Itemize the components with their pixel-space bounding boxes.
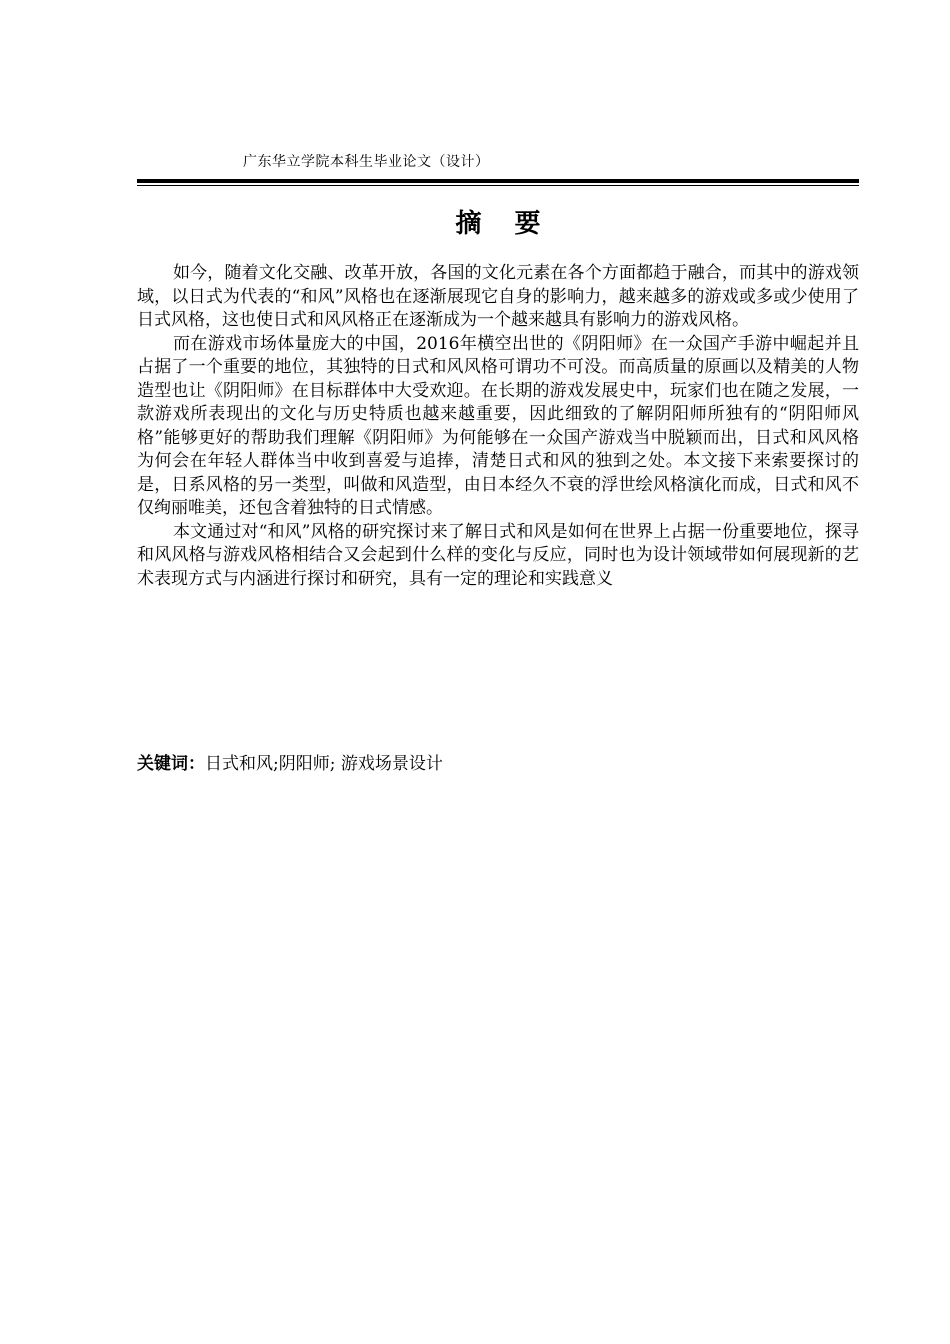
abstract-body xyxy=(137,262,859,591)
header-rule-thin xyxy=(137,185,859,186)
page-header: 广东华立学院本科生毕业论文（设计） xyxy=(243,154,490,170)
keywords-value: 日式和风;阴阳师; 游戏场景设计 xyxy=(205,754,443,774)
header-rule-thick xyxy=(137,179,859,183)
abstract-paragraph-1: 如今，随着文化交融、改革开放，各国的文化元素在各个方面都趋于融合，而其中的游戏领域，以日式为代表的“和风”风格也在逐渐展现它自身的影响力，越来越多的游戏或多或少使用了日式风格，这也使日式和风风格正在逐渐成为一个越来越具有影响力的游戏风格。 xyxy=(137,263,859,330)
keywords-label: 关键词： xyxy=(137,754,205,774)
abstract-title: 摘 要 xyxy=(455,209,553,239)
keywords-line xyxy=(137,752,443,776)
abstract-paragraph-2: 而在游戏市场体量庞大的中国，2016年横空出世的《阴阳师》在一众国产手游中崛起并且占据了一个重要的地位，其独特的日式和风风格可谓功不可没。而高质量的原画以及精美的人物造型也让《阴阳师》在目标群体中大受欢迎。在长期的游戏发展史中，玩家们也在随之发展，一款游戏所表现出的文化与历史特质也越来越重要，因此细致的了解阴阳师所独有的“阴阳师风格”能够更好的帮助我们理解《阴阳师》为何能够在一众国产游戏当中脱颖而出，日式和风风格为何会在年轻人群体当中收到喜爱与追捧，清楚日式和风的独到之处。本文接下来索要探讨的是，日系风格的另一类型，叫做和风造型，由日本经久不衰的浮世绘风格演化而成，日式和风不仅绚丽唯美，还包含着独特的日式情感。 xyxy=(137,333,859,518)
abstract-paragraph-3: 本文通过对“和风”风格的研究探讨来了解日式和风是如何在世界上占据一份重要地位，探寻和风风格与游戏风格相结合又会起到什么样的变化与反应，同时也为设计领域带如何展现新的艺术表现方式与内涵进行探讨和研究，具有一定的理论和实践意义 xyxy=(137,521,859,589)
